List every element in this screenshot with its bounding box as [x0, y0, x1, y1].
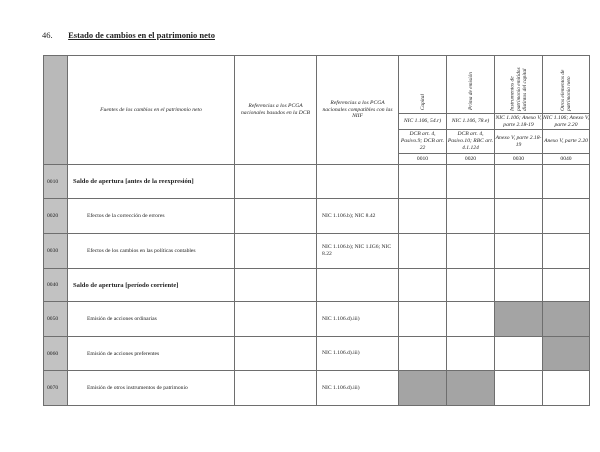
- section-heading: [42, 30, 215, 40]
- value-cell[interactable]: [399, 234, 447, 269]
- column-nic-ref: NIC 1.106, 54.r): [399, 114, 447, 130]
- value-cell[interactable]: [447, 302, 495, 337]
- shaded-cell: [447, 371, 495, 406]
- shaded-cell: [543, 302, 590, 337]
- column-title-other-equity: Otros elementos de patrimonio neto: [543, 56, 590, 114]
- value-cell[interactable]: [399, 165, 447, 199]
- value-cell[interactable]: [543, 234, 590, 269]
- column-code: 0030: [495, 154, 543, 165]
- value-cell[interactable]: [399, 302, 447, 337]
- header-ref-niif: Referencias a los PCGA nacionales compatibles con las NIIF: [317, 56, 399, 165]
- row-ref-niif: NIC 1.106.b); NIC 1.IG6; NIC 8.22: [317, 234, 399, 269]
- value-cell[interactable]: [543, 199, 590, 234]
- row-ref-dcb: [235, 199, 317, 234]
- row-ref-niif: NIC 1.106.d).iii): [317, 337, 399, 371]
- table-row: [44, 165, 590, 199]
- row-ref-dcb: [235, 269, 317, 302]
- value-cell[interactable]: [399, 337, 447, 371]
- value-cell[interactable]: [447, 337, 495, 371]
- value-cell[interactable]: [495, 371, 543, 406]
- value-cell[interactable]: [495, 337, 543, 371]
- table-row: [44, 371, 590, 406]
- value-cell[interactable]: [495, 199, 543, 234]
- shaded-cell: [495, 302, 543, 337]
- column-dcb-ref: DCB art. 4, Pasivo.10; RBC art. 4.1.124: [447, 130, 495, 154]
- row-label: Emisión de acciones preferentes: [68, 337, 235, 371]
- row-label: Emisión de otros instrumentos de patrimonio: [68, 371, 235, 406]
- column-title-other-equity-instruments: Instrumentos de patrimonio emitidos distintos del capital: [495, 56, 543, 114]
- row-ref-dcb: [235, 165, 317, 199]
- shaded-cell: [543, 337, 590, 371]
- column-title-capital: Capital: [399, 56, 447, 114]
- column-dcb-ref: Anexo V, parte 2.20: [543, 130, 590, 154]
- table-body: [44, 165, 590, 406]
- row-code: 0010: [44, 165, 68, 199]
- shaded-cell: [399, 371, 447, 406]
- table-row: [44, 234, 590, 269]
- column-code: 0020: [447, 154, 495, 165]
- section-title: Estado de cambios en el patrimonio neto: [68, 30, 215, 40]
- row-ref-niif: NIC 1.106.b); NIC 8.42: [317, 199, 399, 234]
- column-nic-ref: NIC 1.106, 78.e): [447, 114, 495, 130]
- value-cell[interactable]: [495, 165, 543, 199]
- row-ref-niif: NIC 1.106.d).iii): [317, 302, 399, 337]
- column-nic-ref: NIC 1.106; Anexo V, parte 2.20: [543, 114, 589, 128]
- table-row: [44, 269, 590, 302]
- row-code: 0020: [44, 199, 68, 234]
- row-ref-dcb: [235, 234, 317, 269]
- row-ref-dcb: [235, 302, 317, 337]
- row-code: 0030: [44, 234, 68, 269]
- value-cell[interactable]: [447, 234, 495, 269]
- row-ref-dcb: [235, 371, 317, 406]
- column-dcb-ref: DCB art. 4, Pasivo.9; DCB art. 22: [399, 130, 447, 154]
- row-label: Efectos de la corrección de errores: [68, 199, 235, 234]
- value-cell[interactable]: [447, 165, 495, 199]
- value-cell[interactable]: [495, 234, 543, 269]
- value-cell[interactable]: [543, 269, 590, 302]
- row-code: 0060: [44, 337, 68, 371]
- row-code: 0070: [44, 371, 68, 406]
- row-ref-niif: NIC 1.106.d).iii): [317, 371, 399, 406]
- table-row: [44, 302, 590, 337]
- column-dcb-ref: Anexo V, parte 2.18-19: [495, 130, 543, 154]
- row-label: Efectos de los cambios en las políticas contables: [68, 234, 235, 269]
- row-label: Saldo de apertura [antes de la reexpresión]: [68, 165, 235, 199]
- row-code: 0050: [44, 302, 68, 337]
- column-title-share-premium: Prima de emisión: [447, 56, 495, 114]
- value-cell[interactable]: [447, 269, 495, 302]
- value-cell[interactable]: [447, 199, 495, 234]
- table-row: [44, 337, 590, 371]
- header-ref-dcb: Referencias a los PCGA nacionales basados en la DCB: [235, 56, 317, 165]
- row-label: Emisión de acciones ordinarias: [68, 302, 235, 337]
- table-row: [44, 199, 590, 234]
- column-nic-ref: NIC 1.106; Anexo V, parte 2.18-19: [495, 114, 542, 128]
- value-cell[interactable]: [399, 269, 447, 302]
- row-code: 0040: [44, 269, 68, 302]
- header-corner: [44, 56, 68, 165]
- row-ref-niif: [317, 269, 399, 302]
- column-code: 0040: [543, 154, 590, 165]
- row-ref-dcb: [235, 337, 317, 371]
- equity-changes-table: [43, 55, 590, 406]
- value-cell[interactable]: [543, 371, 590, 406]
- value-cell[interactable]: [399, 199, 447, 234]
- row-ref-niif: [317, 165, 399, 199]
- value-cell[interactable]: [543, 165, 590, 199]
- row-label: Saldo de apertura [período corriente]: [68, 269, 235, 302]
- column-code: 0010: [399, 154, 447, 165]
- value-cell[interactable]: [495, 269, 543, 302]
- section-number: 46.: [42, 30, 53, 40]
- header-sources: Fuentes de los cambios en el patrimonio neto: [68, 56, 235, 165]
